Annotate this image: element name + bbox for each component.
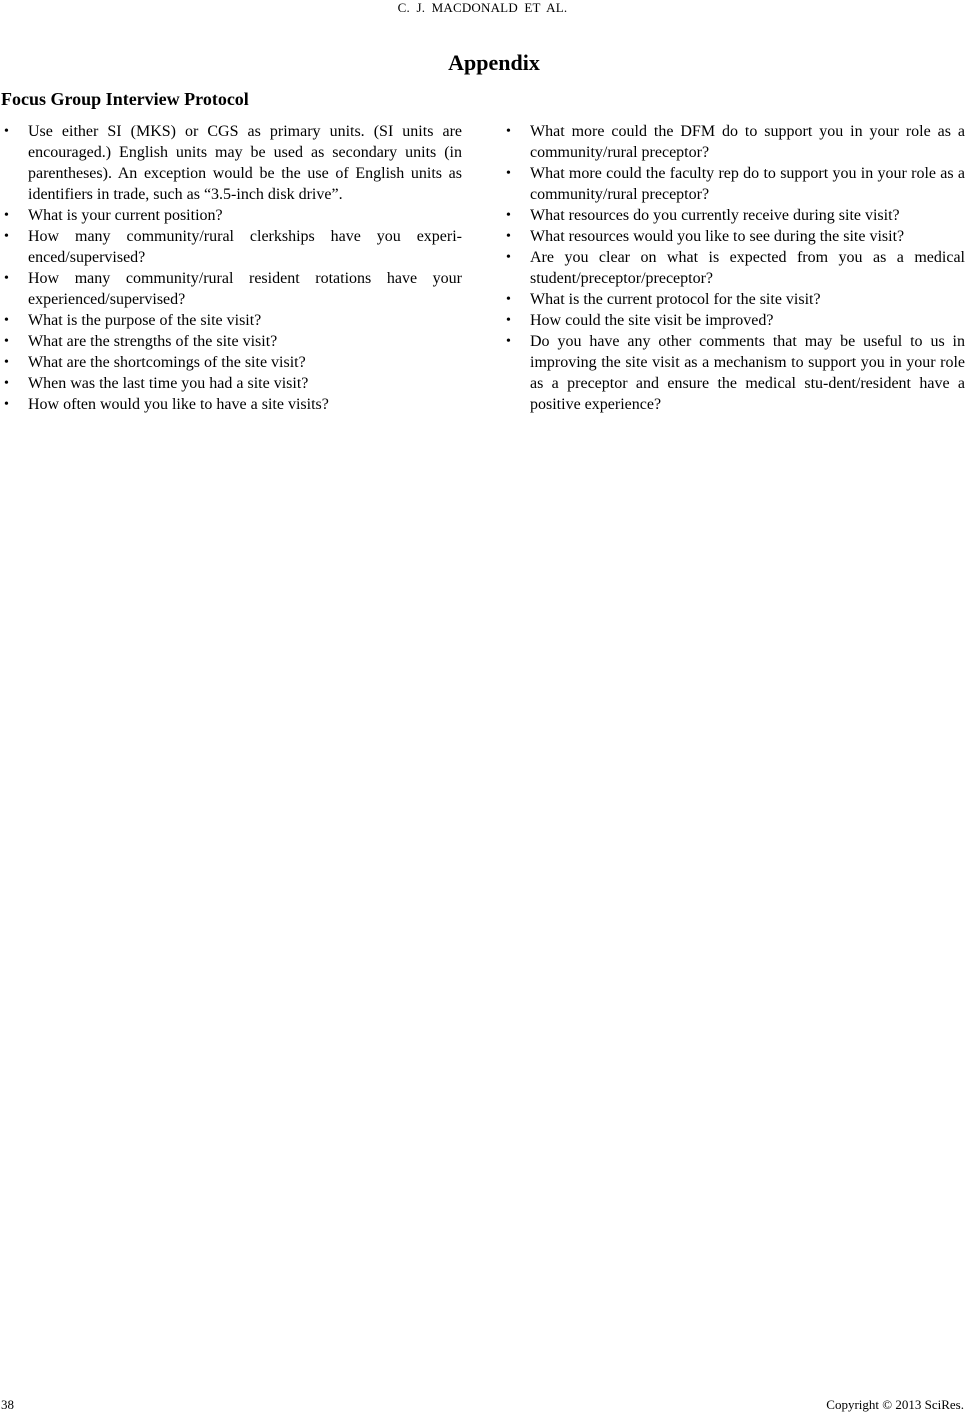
bullet-icon: • <box>4 334 9 349</box>
list-item <box>502 163 965 205</box>
list-item <box>0 352 462 373</box>
list-item-text: Are you clear on what is expected from you as a medical student/preceptor/preceptor? <box>530 249 965 287</box>
list-item-text: Use either SI (MKS) or CGS as primary units. (SI units are encouraged.) English units may be used as secondary units (in parentheses). An exception would be the use of English units as identifiers in trade, such as “3.5-inch disk drive”. <box>28 123 462 203</box>
list-item <box>502 205 965 226</box>
list-item-text: What is your current position? <box>28 207 223 224</box>
list-item <box>0 121 462 205</box>
list-item <box>0 310 462 331</box>
list-item <box>0 331 462 352</box>
bullet-icon: • <box>4 124 9 139</box>
copyright-notice: Copyright © 2013 SciRes. <box>826 1397 964 1412</box>
bullet-icon: • <box>506 334 511 349</box>
list-item <box>0 373 462 394</box>
list-item <box>502 310 965 331</box>
list-item <box>0 394 462 415</box>
bullet-icon: • <box>4 271 9 286</box>
list-item-text: What is the purpose of the site visit? <box>28 312 262 329</box>
list-item-text: What more could the DFM do to support you in your role as a community/rural preceptor? <box>530 123 965 161</box>
list-item-text: How could the site visit be improved? <box>530 312 774 329</box>
left-question-list <box>0 121 462 415</box>
list-item <box>0 226 462 268</box>
list-item-text: What are the strengths of the site visit? <box>28 333 278 350</box>
right-question-list <box>502 121 965 415</box>
bullet-icon: • <box>506 250 511 265</box>
list-item <box>502 331 965 415</box>
list-item <box>0 268 462 310</box>
page-number: 38 <box>1 1397 14 1412</box>
list-item-text: What are the shortcomings of the site visit? <box>28 354 306 371</box>
list-item-text: What resources do you currently receive during site visit? <box>530 207 900 224</box>
bullet-icon: • <box>4 229 9 244</box>
section-title: Appendix <box>448 50 540 75</box>
bullet-icon: • <box>4 376 9 391</box>
bullet-icon: • <box>506 313 511 328</box>
list-item-text: How many community/rural resident rotations have your experienced/supervised? <box>28 270 462 308</box>
list-item-text: What is the current protocol for the site visit? <box>530 291 821 308</box>
bullet-icon: • <box>506 166 511 181</box>
list-item <box>0 205 462 226</box>
bullet-icon: • <box>4 355 9 370</box>
list-item <box>502 121 965 163</box>
subsection-title: Focus Group Interview Protocol <box>1 89 249 109</box>
list-item-text: Do you have any other comments that may be useful to us in improving the site visit as a mechanism to support you in your role as a preceptor and ensure the medical stu-dent/resident have a positive experience? <box>530 333 965 413</box>
running-head: C. J. MACDONALD ET AL. <box>397 0 568 15</box>
list-item <box>502 247 965 289</box>
list-item-text: When was the last time you had a site visit? <box>28 375 309 392</box>
list-item-text: What resources would you like to see during the site visit? <box>530 228 905 245</box>
list-item <box>502 289 965 310</box>
bullet-icon: • <box>506 124 511 139</box>
bullet-icon: • <box>4 313 9 328</box>
list-item-text: How many community/rural clerkships have you experi-enced/supervised? <box>28 228 462 266</box>
list-item <box>502 226 965 247</box>
bullet-icon: • <box>506 229 511 244</box>
bullet-icon: • <box>506 292 511 307</box>
list-item-text: How often would you like to have a site visits? <box>28 396 329 413</box>
bullet-icon: • <box>4 397 9 412</box>
bullet-icon: • <box>506 208 511 223</box>
list-item-text: What more could the faculty rep do to support you in your role as a community/rural preceptor? <box>530 165 965 203</box>
bullet-icon: • <box>4 208 9 223</box>
